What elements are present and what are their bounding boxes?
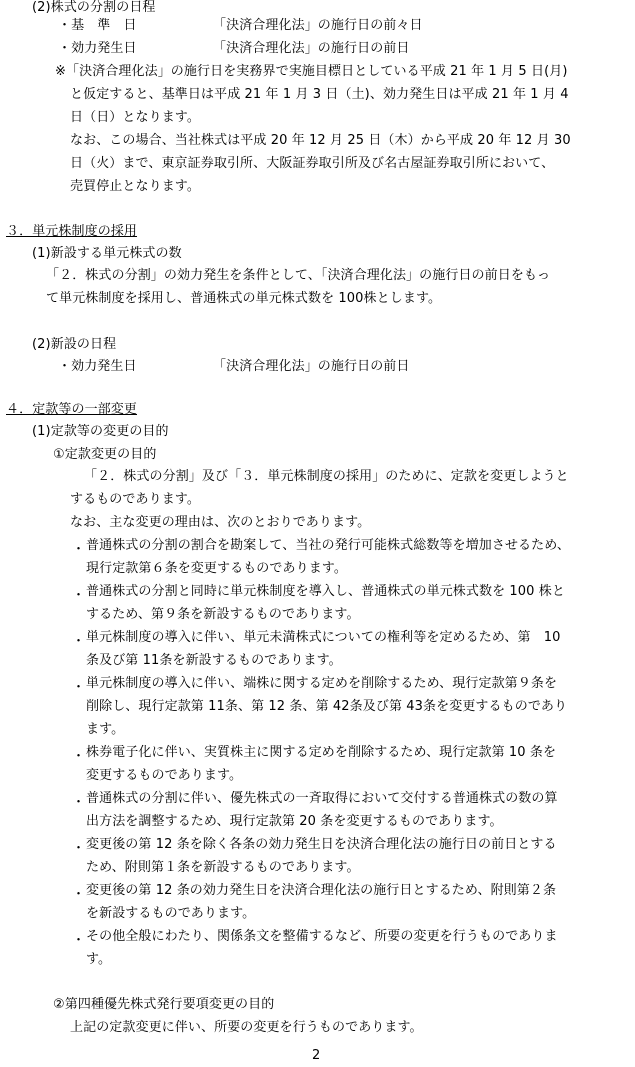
note-line: 日（日）となります。 (70, 110, 200, 125)
list-item: 削除し、現行定款第 11条、第 12 条、第 42条及び第 43条を変更するものであり (86, 699, 568, 714)
page-number: 2 (312, 1048, 321, 1063)
list-item: 普通株式の分割の割合を勘案して、当社の発行可能株式総数等を増加させるため、 (86, 538, 570, 553)
list-bullet: ・ (72, 542, 86, 557)
section3-effective-value: 「決済合理化法」の施行日の前日 (213, 359, 410, 374)
list-item: 現行定款第６条を変更するものであります。 (86, 561, 347, 576)
note-line: と仮定すると、基準日は平成 21 年 1 月 3 日（土)、効力発生日は平成 21 年 1 月 4 (70, 87, 569, 102)
list-item: その他全般にわたり、関係条文を整備するなど、所要の変更を行うものでありま (86, 929, 558, 944)
record-date-value: 「決済合理化法」の施行日の前々日 (213, 18, 423, 33)
list-item: 変更後の第 12 条を除く各条の効力発生日を決済合理化法の施行日の前日とする (86, 837, 557, 852)
item1-intro-line: なお、主な変更の理由は、次のとおりであります。 (70, 515, 371, 530)
list-item: 株券電子化に伴い、実質株主に関する定めを削除するため、現行定款第 10 条を (86, 745, 557, 760)
item1-heading: ①定款変更の目的 (53, 447, 157, 462)
list-bullet: ・ (72, 841, 86, 856)
item2-heading: ②第四種優先株式発行要項変更の目的 (53, 997, 275, 1012)
note-line: なお、この場合、当社株式は平成 20 年 12 月 25 日（木）から平成 20 年 12 月 30 (70, 133, 571, 148)
effective-date-value: 「決済合理化法」の施行日の前日 (213, 41, 410, 56)
list-item: 変更後の第 12 条の効力発生日を決済合理化法の施行日とするため、附則第２条 (86, 883, 557, 898)
note-line: ※「決済合理化法」の施行日を実務界で実施目標日としている平成 21 年 1 月 5 日(月) (55, 64, 568, 79)
list-bullet: ・ (72, 588, 86, 603)
list-bullet: ・ (72, 933, 86, 948)
section3-sub2-heading: (2)新設の日程 (32, 337, 117, 352)
list-item: 条及び第 11条を新設するものであります。 (86, 653, 342, 668)
split-schedule-heading: (2)株式の分割の日程 (32, 0, 156, 15)
list-item: 普通株式の分割に伴い、優先株式の一斉取得において交付する普通株式の数の算 (86, 791, 558, 806)
list-bullet: ・ (72, 749, 86, 764)
list-item: 普通株式の分割と同時に単元株制度を導入し、普通株式の単元株式数を 100 株と (86, 584, 565, 599)
item1-intro-line: 「２．株式の分割」及び「３．単元株制度の採用」のために、定款を変更しようと (84, 469, 569, 484)
item1-intro-line: するものであります。 (70, 492, 200, 507)
record-date-label: ・基 準 日 (58, 18, 137, 33)
list-item: ため、附則第１条を新設するものであります。 (86, 860, 360, 875)
list-item: 変更するものであります。 (86, 768, 243, 783)
list-bullet: ・ (72, 795, 86, 810)
list-bullet: ・ (72, 887, 86, 902)
list-item: 出方法を調整するため、現行定款第 20 条を変更するものであります。 (86, 814, 503, 829)
section3-effective-label: ・効力発生日 (58, 359, 137, 374)
list-bullet: ・ (72, 634, 86, 649)
list-item: 単元株制度の導入に伴い、端株に関する定めを削除するため、現行定款第９条を (86, 676, 558, 691)
section3-heading: ３．単元株制度の採用 (6, 224, 138, 239)
list-item: 単元株制度の導入に伴い、単元未満株式についての権利等を定めるため、第 10 (86, 630, 561, 645)
section4-sub1-heading: (1)定款等の変更の目的 (32, 424, 169, 439)
section3-body-line: て単元株制度を採用し、普通株式の単元株式数を 100株とします。 (46, 291, 442, 306)
list-item: するため、第９条を新設するものであります。 (86, 607, 360, 622)
list-bullet: ・ (72, 680, 86, 695)
effective-date-label: ・効力発生日 (58, 41, 137, 56)
note-line: 日（火）まで、東京証券取引所、大阪証券取引所及び名古屋証券取引所において、 (70, 156, 555, 171)
section3-body-line: 「２．株式の分割」の効力発生を条件として、「決済合理化法」の施行日の前日をもっ (46, 268, 551, 283)
section3-sub1-heading: (1)新設する単元株式の数 (32, 246, 182, 261)
list-item: ます。 (86, 722, 125, 737)
section4-heading: ４．定款等の一部変更 (6, 402, 138, 417)
list-item: す。 (86, 952, 112, 967)
item2-body: 上記の定款変更に伴い、所要の変更を行うものであります。 (70, 1020, 423, 1035)
note-line: 売買停止となります。 (70, 179, 200, 194)
list-item: を新設するものであります。 (86, 906, 256, 921)
